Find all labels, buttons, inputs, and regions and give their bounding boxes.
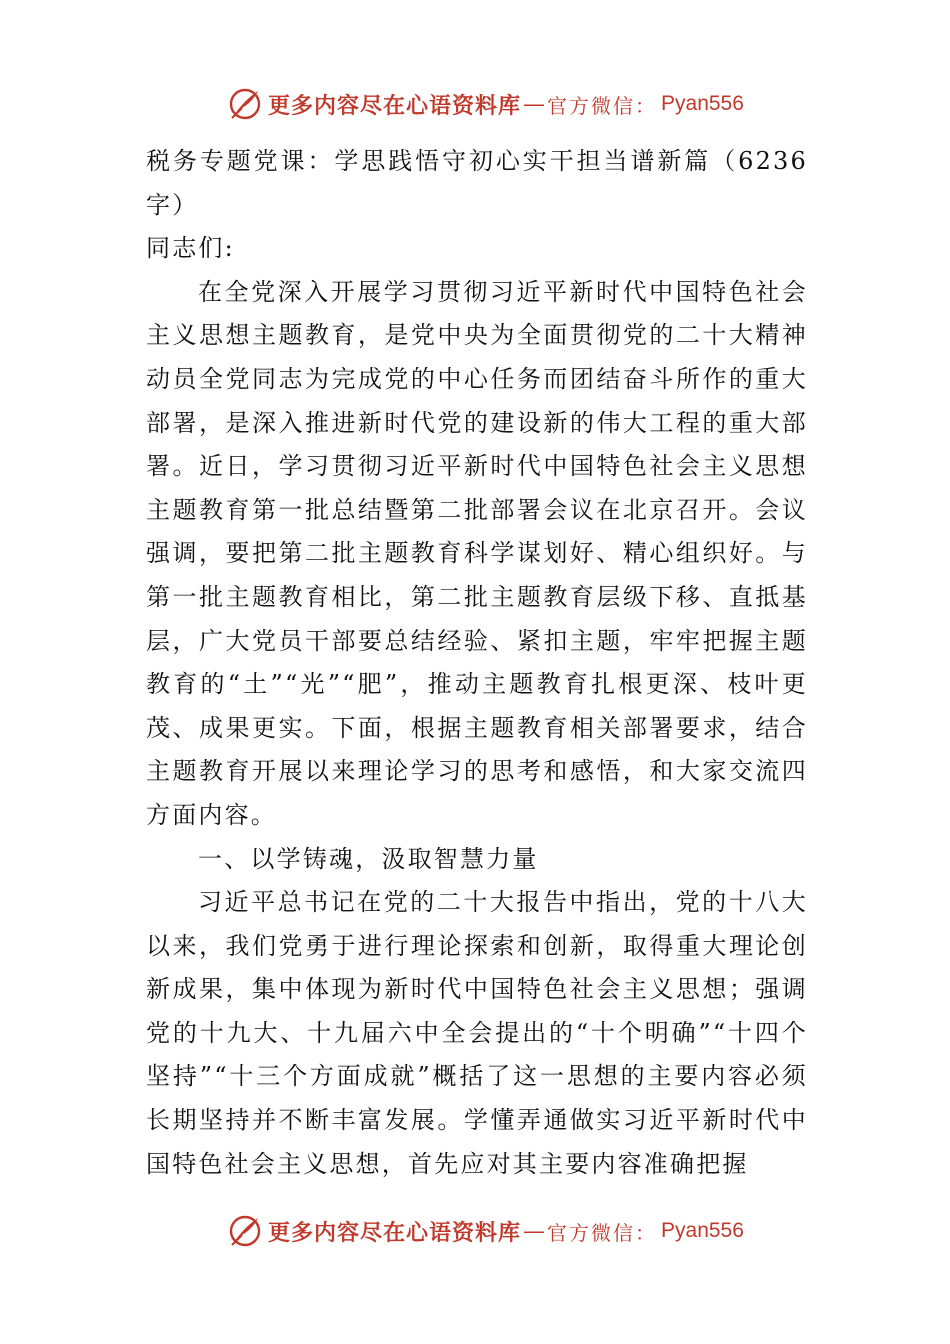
document-title: 税务专题党课：学思践悟守初心实干担当谱新篇（6236字） xyxy=(146,147,808,219)
watermark-brand-text: 更多内容尽在心语资料库 xyxy=(268,1219,522,1246)
watermark-wechat-id: Pyan556 xyxy=(661,1219,744,1242)
watermark-dash: — xyxy=(523,1218,546,1244)
header-watermark xyxy=(228,84,748,124)
footer-watermark xyxy=(228,1211,748,1251)
watermark-brand-text: 更多内容尽在心语资料库 xyxy=(268,92,522,119)
watermark-official-label: 官方微信： xyxy=(547,93,658,118)
body-paragraph-section-1: 习近平总书记在党的二十大报告中指出，党的十八大以来，我们党勇于进行理论探索和创新，取得重大理论创新成果，集中体现为新时代中国特色社会主义思想；强调党的十九大、十九届六中全会提出的“十个明确”“十四个坚持”“十三个方面成就”概括了这一思想的主要内容必须长期坚持并不断丰富发展。学懂弄通做实习近平新时代中国特色社会主义思想，首先应对其主要内容准确把握 xyxy=(146,888,808,1178)
document-body xyxy=(146,140,808,1185)
watermark-official-label: 官方微信： xyxy=(547,1220,658,1245)
quill-logo-icon xyxy=(228,1214,262,1248)
salutation: 同志们: xyxy=(146,234,235,263)
section-heading-1: 一、以学铸魂，汲取智慧力量 xyxy=(198,844,539,873)
watermark-dash: — xyxy=(523,91,546,117)
body-paragraph-intro: 在全党深入开展学习贯彻习近平新时代中国特色社会主义思想主题教育，是党中央为全面贯彻党的二十大精神动员全党同志为完成党的中心任务而团结奋斗所作的重大部署，是深入推进新时代党的建设新的伟大工程的重大部署。近日，学习贯彻习近平新时代中国特色社会主义思想主题教育第一批总结暨第二批部署会议在北京召开。会议强调，要把第二批主题教育科学谋划好、精心组织好。与第一批主题教育相比，第二批主题教育层级下移、直抵基层，广大党员干部要总结经验、紧扣主题，牢牢把握主题教育的“土”“光”“肥”，推动主题教育扎根更深、枝叶更茂、成果更实。下面，根据主题教育相关部署要求，结合主题教育开展以来理论学习的思考和感悟，和大家交流四方面内容。 xyxy=(146,277,808,829)
watermark-wechat-id: Pyan556 xyxy=(661,92,744,115)
quill-logo-icon xyxy=(228,87,262,121)
